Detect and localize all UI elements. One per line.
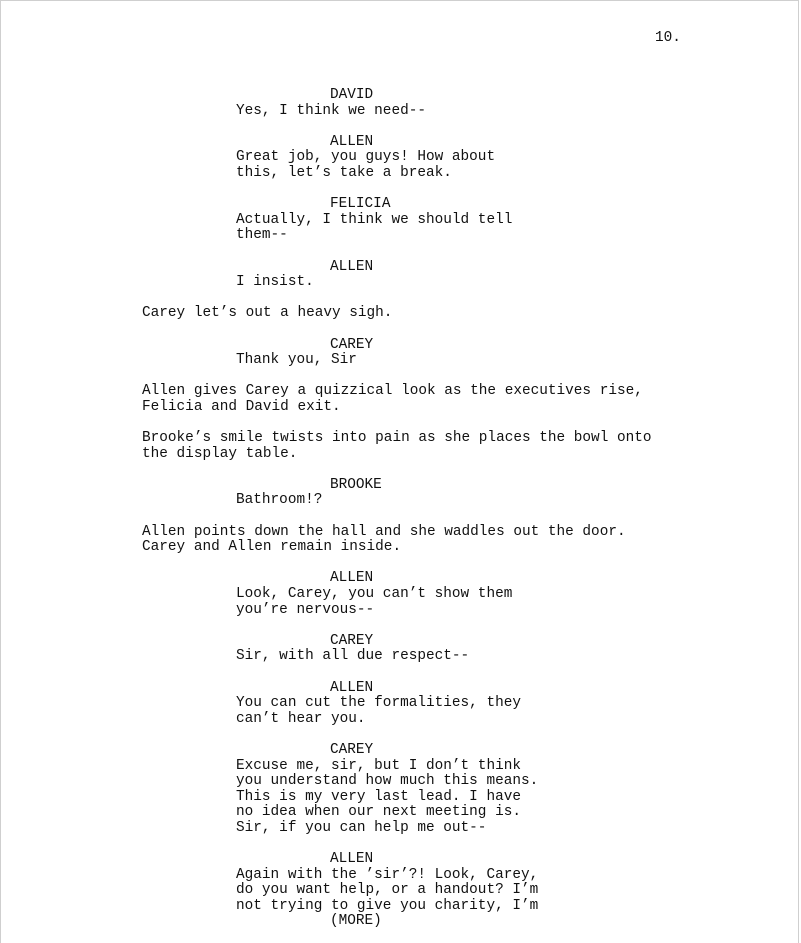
dialogue-line: you understand how much this means.	[236, 773, 539, 790]
dialogue-block	[1, 213, 798, 244]
action-line: Felicia and David exit.	[142, 398, 341, 415]
dialogue-block	[1, 696, 798, 727]
action-paragraph	[1, 306, 798, 322]
dialogue-block	[1, 493, 798, 509]
character-cue: ALLEN	[330, 258, 374, 275]
action-line: Allen gives Carey a quizzical look as the executives rise,	[142, 383, 643, 400]
dialogue-line: not trying to give you charity, I’m	[236, 897, 539, 914]
character-cue: ALLEN	[330, 851, 374, 868]
page-number: 10.	[655, 30, 681, 46]
dialogue-block	[1, 649, 798, 665]
dialogue-line: Great job, you guys! How about	[236, 149, 496, 166]
dialogue-line: You can cut the formalities, they	[236, 695, 521, 712]
action-line: the display table.	[142, 445, 298, 462]
dialogue-block	[1, 587, 798, 618]
dialogue-line: Actually, I think we should tell	[236, 211, 513, 228]
character-cue: BROOKE	[330, 476, 382, 493]
character-cue: ALLEN	[330, 570, 374, 587]
action-line: Brooke’s smile twists into pain as she places the bowl onto	[142, 430, 652, 447]
character-cue: DAVID	[330, 87, 374, 103]
dialogue-line: Yes, I think we need--	[236, 102, 426, 119]
action-line: Carey and Allen remain inside.	[142, 539, 402, 556]
character-cue: CAREY	[330, 741, 374, 758]
character-cue: ALLEN	[330, 679, 374, 696]
dialogue-line: Look, Carey, you can’t show them	[236, 586, 513, 602]
character-cue: ALLEN	[330, 133, 374, 150]
action-paragraph	[1, 431, 798, 462]
dialogue-line: do you want help, or a handout? I’m	[236, 882, 539, 899]
dialogue-block	[1, 353, 798, 369]
dialogue-block	[1, 868, 798, 915]
dialogue-line: you’re nervous--	[236, 601, 375, 618]
dialogue-line: Sir, with all due respect--	[236, 648, 470, 665]
dialogue-line: Thank you, Sir	[236, 352, 357, 369]
script-body	[1, 88, 798, 930]
dialogue-line: I insist.	[236, 274, 314, 291]
more-marker: (MORE)	[330, 913, 382, 930]
action-paragraph	[1, 525, 798, 556]
dialogue-line: This is my very last lead. I have	[236, 788, 521, 805]
action-line: Allen points down the hall and she waddles out the door.	[142, 523, 626, 540]
dialogue-block	[1, 104, 798, 120]
dialogue-line: Bathroom!?	[236, 492, 323, 509]
dialogue-line: can’t hear you.	[236, 710, 366, 727]
dialogue-block	[1, 150, 798, 181]
dialogue-block	[1, 759, 798, 837]
character-cue: FELICIA	[330, 196, 391, 213]
action-paragraph	[1, 384, 798, 415]
action-line: Carey let’s out a heavy sigh.	[142, 305, 393, 322]
dialogue-line: Excuse me, sir, but I don’t think	[236, 757, 521, 774]
dialogue-line: them--	[236, 227, 288, 244]
dialogue-line: Again with the ’sir’?! Look, Carey,	[236, 866, 539, 883]
character-cue: CAREY	[330, 336, 374, 353]
character-cue: CAREY	[330, 632, 374, 649]
dialogue-block	[1, 275, 798, 291]
dialogue-line: no idea when our next meeting is.	[236, 804, 521, 821]
dialogue-line: Sir, if you can help me out--	[236, 819, 487, 836]
dialogue-line: this, let’s take a break.	[236, 164, 452, 181]
